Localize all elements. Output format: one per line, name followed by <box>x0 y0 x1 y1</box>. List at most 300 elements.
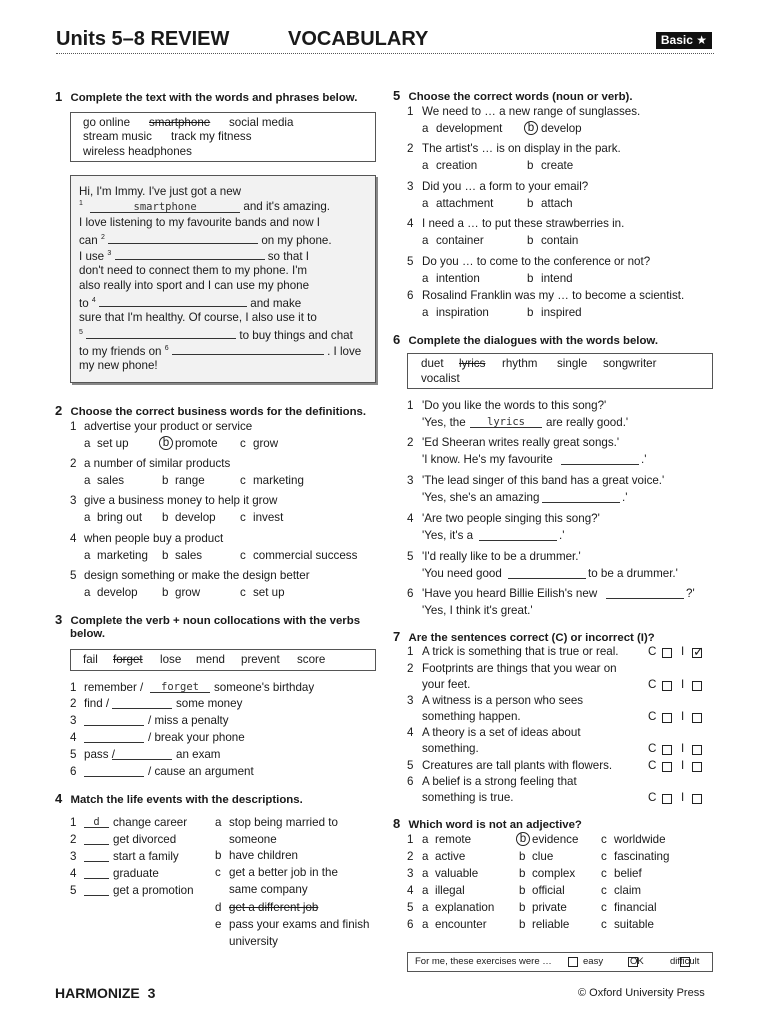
q1-word: smartphone <box>149 116 211 129</box>
q5-option-text[interactable]: inspired <box>541 306 582 319</box>
q8-option-letter[interactable]: b <box>519 884 526 897</box>
q6-word: single <box>557 357 588 370</box>
q4-answer-blank[interactable] <box>84 850 109 862</box>
q2-option-letter[interactable]: b <box>162 474 169 487</box>
q1-line: also really into sport and I can use my phone <box>79 279 310 292</box>
q2-option-letter[interactable]: b <box>162 549 169 562</box>
q8-option-letter[interactable]: b <box>516 832 530 846</box>
footer-brand <box>55 985 155 1001</box>
q5-option-letter[interactable]: a <box>422 159 429 172</box>
q5-option-text[interactable]: intention <box>436 272 480 285</box>
q5-title: Choose the correct words (noun or verb). <box>408 91 633 103</box>
q5-option-letter[interactable]: b <box>527 272 534 285</box>
q8-option-letter[interactable]: c <box>601 850 607 863</box>
q5-item-question: We need to … a new range of sunglasses. <box>422 105 641 118</box>
footer-brand-name: HARMONIZE <box>55 985 140 1001</box>
q3-word: forget <box>113 653 143 666</box>
q6-dialogue-reply: 'Yes, I think it's great.' <box>422 604 533 617</box>
q1-answer-blank[interactable] <box>115 248 265 260</box>
q4-desc-letter: d <box>215 901 222 914</box>
q6-dialogue-reply: 'Yes, it's a <box>422 529 474 542</box>
q2-option-letter[interactable]: b <box>159 436 173 450</box>
q1-answer-blank[interactable] <box>172 343 324 355</box>
q2-option-text[interactable]: develop <box>175 511 216 524</box>
q2-item-number: 2 <box>70 457 77 470</box>
q4-desc-letter: e <box>215 918 222 931</box>
q7-item-number: 3 <box>407 694 414 707</box>
q2-item-question: advertise your product or service <box>84 420 253 433</box>
q8-option-text[interactable]: financial <box>614 901 657 914</box>
q8-option-letter[interactable]: a <box>422 901 429 914</box>
q6-answer-blank[interactable] <box>606 587 684 599</box>
q8-option-text[interactable]: remote <box>435 833 472 846</box>
q1-line: I love listening to my favourite bands and now I <box>79 216 321 229</box>
q4-answer-blank[interactable] <box>84 867 109 879</box>
q7-i-checkbox[interactable] <box>692 648 702 658</box>
q3-word: lose <box>160 653 182 666</box>
q2-option-letter[interactable]: b <box>162 586 169 599</box>
q2-option-letter[interactable]: c <box>240 586 246 599</box>
q1-line: don't need to connect them to my phone. I'm <box>79 264 308 277</box>
q2-option-text[interactable]: sales <box>175 549 203 562</box>
q7-number: 7 <box>393 629 401 644</box>
q8-item-number: 4 <box>407 884 414 897</box>
q3-item-number: 5 <box>70 748 77 761</box>
q3-number: 3 <box>55 612 63 627</box>
q7-i-label: I <box>681 645 685 658</box>
q6-item-number: 3 <box>407 474 414 487</box>
q3-item-suffix: someone's birthday <box>214 681 315 694</box>
q8-option-text[interactable]: valuable <box>435 867 479 880</box>
q4-description-cont: same company <box>229 883 308 896</box>
q4-item-number: 4 <box>70 867 77 880</box>
q5-option-text[interactable]: develop <box>541 122 582 135</box>
q5-option-letter[interactable]: b <box>527 159 534 172</box>
q8-option-text[interactable]: reliable <box>532 918 570 931</box>
q8-option-text[interactable]: explanation <box>435 901 495 914</box>
q1-text-box <box>70 175 376 383</box>
q6-item-number: 4 <box>407 512 414 525</box>
q5-option-letter[interactable]: a <box>422 197 429 210</box>
q3-item-number: 2 <box>70 697 77 710</box>
q2-item-number: 5 <box>70 569 77 582</box>
q2-item-question: when people buy a product <box>84 532 224 545</box>
q8-option-letter[interactable]: c <box>601 833 607 846</box>
q8-option-letter[interactable]: a <box>422 867 429 880</box>
q6-dialogue-line: 'Ed Sheeran writes really great songs.' <box>422 436 620 449</box>
q5-option-text[interactable]: development <box>436 122 503 135</box>
q8-option-text[interactable]: active <box>435 850 466 863</box>
q1-line: Hi, I'm Immy. I've just got a new <box>79 185 242 198</box>
q7-i-checkbox[interactable] <box>692 713 702 723</box>
q1-word: track my fitness <box>171 130 252 143</box>
q3-item-number: 1 <box>70 681 77 694</box>
q4-title: Match the life events with the descriptions. <box>70 794 303 806</box>
q8-option-letter[interactable]: a <box>422 884 429 897</box>
q5-option-letter[interactable]: b <box>527 306 534 319</box>
q8-option-text[interactable]: complex <box>532 867 576 880</box>
q1-line: to my friends on $^6$ . I love <box>79 345 362 358</box>
q1-answer-blank[interactable]: smartphone <box>90 201 240 213</box>
q4-item-number: 5 <box>70 884 77 897</box>
q2-option-text[interactable]: bring out <box>97 511 143 524</box>
q7-i-label: I <box>681 678 685 691</box>
q6-answer-blank[interactable]: lyrics <box>470 416 542 428</box>
feedback-ok-label: OK <box>630 956 644 967</box>
q2-option-letter[interactable]: c <box>240 437 246 450</box>
q6-word: lyrics <box>459 357 486 370</box>
q8-option-text[interactable]: worldwide <box>614 833 666 846</box>
q5-item-number: 3 <box>407 180 414 193</box>
q6-word: rhythm <box>502 357 538 370</box>
q8-option-text[interactable]: illegal <box>435 884 465 897</box>
q4-description: pass your exams and finish <box>229 918 370 931</box>
header <box>56 28 714 54</box>
q7-c-checkbox[interactable] <box>662 745 672 755</box>
q5-option-letter[interactable]: a <box>422 234 429 247</box>
q2-option-letter[interactable]: a <box>84 586 91 599</box>
q6-dialogue-reply-end: .' <box>622 491 628 504</box>
q4-answer-blank[interactable] <box>84 833 109 845</box>
q7-item-number: 2 <box>407 662 414 675</box>
q2-option-text[interactable]: set up <box>97 437 129 450</box>
q6-answer-blank[interactable] <box>542 491 620 503</box>
q8-item-number: 5 <box>407 901 414 914</box>
q3-item-number: 6 <box>70 765 77 778</box>
q3-word: score <box>297 653 326 666</box>
q2-option-letter[interactable]: a <box>84 437 91 450</box>
q1-word: stream music <box>83 130 152 143</box>
q8-option-text[interactable]: official <box>532 884 565 897</box>
feedback-difficult-label: difficult <box>670 956 700 967</box>
q2-option-text[interactable]: promote <box>175 437 218 450</box>
q5-heading <box>393 88 633 103</box>
q4-answer-blank[interactable]: d <box>84 816 109 828</box>
q7-c-checkbox[interactable] <box>662 794 672 804</box>
q1-word-box <box>70 112 376 162</box>
q1-number: 1 <box>55 89 63 104</box>
q3-answer-blank[interactable] <box>84 731 144 743</box>
q6-dialogue-reply-end: to be a drummer.' <box>588 567 678 580</box>
level-badge-label: Basic <box>660 33 693 47</box>
q6-dialogue-reply: 'Yes, the <box>422 416 466 429</box>
q5-option-letter[interactable]: b <box>527 234 534 247</box>
q3-word: prevent <box>241 653 280 666</box>
q4-description: stop being married to <box>229 816 338 829</box>
q8-item-number: 1 <box>407 833 414 846</box>
q6-item-number: 2 <box>407 436 414 449</box>
q5-number: 5 <box>393 88 401 103</box>
feedback-easy-label: easy <box>583 956 604 967</box>
q8-option-text[interactable]: private <box>532 901 567 914</box>
q8-option-letter[interactable]: b <box>519 867 526 880</box>
q3-item-suffix: / break your phone <box>148 731 245 744</box>
q7-i-checkbox[interactable] <box>692 745 702 755</box>
q8-option-letter[interactable]: c <box>601 918 607 931</box>
q1-heading <box>55 89 357 104</box>
q3-word: fail <box>83 653 98 666</box>
q2-option-letter[interactable]: c <box>240 549 246 562</box>
q6-dialogue-line: 'The lead singer of this band has a great voice.' <box>422 474 665 487</box>
q2-item-question: a number of similar products <box>84 457 231 470</box>
q1-line: $^5$ to buy things and chat <box>79 329 353 342</box>
q7-sentence-cont: something is true. <box>422 791 514 804</box>
q6-dialogue-line: 'Have you heard Billie Eilish's new <box>422 587 598 600</box>
q7-sentence: A theory is a set of ideas about <box>422 726 581 739</box>
q6-dialogue-reply: 'I know. He's my favourite <box>422 453 553 466</box>
footer-publisher: © Oxford University Press <box>578 987 705 999</box>
q2-option-letter[interactable]: a <box>84 474 91 487</box>
q2-option-text[interactable]: commercial success <box>253 549 358 562</box>
q6-heading <box>393 332 658 347</box>
q4-item-number: 1 <box>70 816 77 829</box>
q7-sentence: A witness is a person who sees <box>422 694 584 707</box>
q3-item-suffix: an exam <box>176 748 221 761</box>
q4-answer-blank[interactable] <box>84 884 109 896</box>
q7-heading <box>393 629 655 644</box>
level-badge <box>656 32 712 49</box>
q7-i-checkbox[interactable] <box>692 681 702 691</box>
q5-option-text[interactable]: create <box>541 159 574 172</box>
q2-option-letter[interactable]: c <box>240 474 246 487</box>
q3-item-suffix: some money <box>176 697 243 710</box>
q6-dialogue-line: 'I'd really like to be a drummer.' <box>422 550 581 563</box>
q1-line: can $^2$ on my phone. <box>79 234 332 247</box>
q3-item-number: 3 <box>70 714 77 727</box>
q3-answer-blank[interactable]: forget <box>150 681 210 693</box>
q3-item-prefix: pass / <box>84 748 115 761</box>
q6-title: Complete the dialogues with the words below. <box>408 335 659 347</box>
feedback-prompt: For me, these exercises were … <box>415 956 552 967</box>
q7-i-label: I <box>681 710 685 723</box>
q4-description-cont: university <box>229 935 278 948</box>
q8-item-number: 2 <box>407 850 414 863</box>
q2-number: 2 <box>55 403 63 418</box>
q5-item-number: 4 <box>407 217 414 230</box>
q7-sentence: Creatures are tall plants with flowers. <box>422 759 613 772</box>
q8-option-text[interactable]: belief <box>614 867 642 880</box>
q8-option-text[interactable]: encounter <box>435 918 487 931</box>
q7-c-checkbox[interactable] <box>662 762 672 772</box>
q5-option-text[interactable]: attach <box>541 197 573 210</box>
q2-heading <box>55 403 366 418</box>
q6-dialogue-reply-end: .' <box>559 529 565 542</box>
q8-option-text[interactable]: claim <box>614 884 642 897</box>
q1-answer-blank[interactable] <box>108 232 258 244</box>
footer-level: 3 <box>147 985 156 1001</box>
q1-line: I use $^3$ so that I <box>79 250 309 263</box>
q7-c-label: C <box>648 710 657 723</box>
q7-sentence: Footprints are things that you wear on <box>422 662 617 675</box>
q3-answer-blank[interactable] <box>84 765 144 777</box>
q5-option-text[interactable]: intend <box>541 272 573 285</box>
q8-option-letter[interactable]: b <box>519 918 526 931</box>
q5-option-letter[interactable]: b <box>527 197 534 210</box>
q7-c-checkbox[interactable] <box>662 713 672 723</box>
q8-option-letter[interactable]: c <box>601 867 607 880</box>
q1-line: sure that I'm healthy. Of course, I also use it to <box>79 311 317 324</box>
q7-i-checkbox[interactable] <box>692 762 702 772</box>
q8-option-letter[interactable]: b <box>519 850 526 863</box>
q8-option-letter[interactable]: a <box>422 833 429 846</box>
q8-number: 8 <box>393 816 401 831</box>
q5-item-question: Did you … a form to your email? <box>422 180 589 193</box>
q6-answer-blank[interactable] <box>561 453 639 465</box>
q7-item-number: 4 <box>407 726 414 739</box>
units-title: Units 5–8 REVIEW <box>56 28 230 50</box>
q7-sentence: A trick is something that is true or real. <box>422 645 619 658</box>
q1-line: to $^4$ and make <box>79 297 302 310</box>
q6-dialogue-line: 'Do you like the words to this song?' <box>422 399 607 412</box>
q2-item-number: 4 <box>70 532 77 545</box>
q7-sentence: A belief is a strong feeling that <box>422 775 577 788</box>
q4-event: graduate <box>113 867 159 880</box>
q6-answer-blank[interactable] <box>479 529 557 541</box>
q6-dialogue-reply: 'You need good <box>422 567 502 580</box>
q5-option-text[interactable]: creation <box>436 159 478 172</box>
q4-heading <box>55 791 303 806</box>
q8-option-text[interactable]: evidence <box>532 833 579 846</box>
q2-option-text[interactable]: develop <box>97 586 138 599</box>
star-icon: ★ <box>696 33 707 47</box>
q6-dialogue-line-end: ?' <box>686 587 695 600</box>
q5-option-text[interactable]: inspiration <box>436 306 489 319</box>
q3-item-prefix: find / <box>84 697 110 710</box>
q7-c-checkbox[interactable] <box>662 648 672 658</box>
q7-c-label: C <box>648 742 657 755</box>
q8-item-number: 6 <box>407 918 414 931</box>
q2-option-text[interactable]: set up <box>253 586 285 599</box>
q5-option-text[interactable]: contain <box>541 234 579 247</box>
q7-title: Are the sentences correct (C) or incorrect (I)? <box>408 632 655 644</box>
q3-item-suffix: / miss a penalty <box>148 714 229 727</box>
q7-item-number: 5 <box>407 759 414 772</box>
q2-option-letter[interactable]: c <box>240 511 246 524</box>
q5-item-question: I need a … to put these strawberries in. <box>422 217 625 230</box>
q7-c-label: C <box>648 759 657 772</box>
q1-line: $^1$ smartphone and it's amazing. <box>79 200 331 213</box>
q7-c-label: C <box>648 791 657 804</box>
q1-word: wireless headphones <box>83 145 192 158</box>
q4-desc-letter: a <box>215 816 222 829</box>
q5-item-number: 5 <box>407 255 414 268</box>
q6-dialogue-reply: 'Yes, she's an amazing <box>422 491 540 504</box>
q8-option-letter[interactable]: b <box>519 901 526 914</box>
q7-i-label: I <box>681 791 685 804</box>
q6-word: songwriter <box>603 357 657 370</box>
q2-option-letter[interactable]: b <box>162 511 169 524</box>
q7-c-label: C <box>648 678 657 691</box>
q2-title: Choose the correct business words for the definitions. <box>70 406 367 418</box>
q3-answer-blank[interactable] <box>112 697 172 709</box>
q5-option-letter[interactable]: a <box>422 122 429 135</box>
q3-item-prefix: remember / <box>84 681 144 694</box>
feedback-box <box>407 952 713 972</box>
q2-option-text[interactable]: invest <box>253 511 284 524</box>
q4-item-number: 3 <box>70 850 77 863</box>
q4-description: get a different job <box>229 901 319 914</box>
q7-c-label: C <box>648 645 657 658</box>
q5-option-letter[interactable]: a <box>422 306 429 319</box>
q6-dialogue-reply-end: .' <box>641 453 647 466</box>
q4-event: start a family <box>113 850 179 863</box>
q6-item-number: 1 <box>407 399 414 412</box>
q4-description: have children <box>229 849 298 862</box>
q7-item-number: 1 <box>407 645 414 658</box>
q8-option-letter[interactable]: a <box>422 918 429 931</box>
q5-option-text[interactable]: attachment <box>436 197 494 210</box>
q5-item-number: 6 <box>407 289 414 302</box>
q2-option-letter[interactable]: a <box>84 511 91 524</box>
q2-item-question: design something or make the design better <box>84 569 310 582</box>
q1-line: my new phone! <box>79 359 158 372</box>
q8-heading <box>393 816 582 831</box>
q6-dialogue-reply-end: are really good.' <box>546 416 629 429</box>
q2-option-text[interactable]: marketing <box>97 549 148 562</box>
q5-option-letter[interactable]: b <box>524 121 538 135</box>
q1-word: social media <box>229 116 294 129</box>
q4-number: 4 <box>55 791 63 806</box>
q2-option-text[interactable]: sales <box>97 474 125 487</box>
q5-option-text[interactable]: container <box>436 234 484 247</box>
q3-item-number: 4 <box>70 731 77 744</box>
q8-option-text[interactable]: fascinating <box>614 850 670 863</box>
q6-dialogue-line: 'Are two people singing this song?' <box>422 512 600 525</box>
q7-item-number: 6 <box>407 775 414 788</box>
q1-word: go online <box>83 116 131 129</box>
q4-description-cont: someone <box>229 833 277 846</box>
q3-word: mend <box>196 653 226 666</box>
q8-option-text[interactable]: suitable <box>614 918 654 931</box>
feedback-easy-checkbox[interactable] <box>568 957 578 967</box>
q3-title: Complete the verb + noun collocations with the verbs <box>70 615 361 627</box>
q6-answer-blank[interactable] <box>508 567 586 579</box>
q8-option-letter[interactable]: c <box>601 884 607 897</box>
q6-item-number: 6 <box>407 587 414 600</box>
q1-answer-blank[interactable] <box>86 327 236 339</box>
q8-option-text[interactable]: clue <box>532 850 554 863</box>
q2-option-text[interactable]: marketing <box>253 474 304 487</box>
q2-option-letter[interactable]: a <box>84 549 91 562</box>
q2-option-text[interactable]: grow <box>175 586 201 599</box>
q8-option-letter[interactable]: a <box>422 850 429 863</box>
q7-sentence-cont: something happen. <box>422 710 521 723</box>
q2-option-text[interactable]: range <box>175 474 205 487</box>
q3-title-cont: below. <box>70 628 106 640</box>
q1-answer-blank[interactable] <box>99 295 247 307</box>
q6-item-number: 5 <box>407 550 414 563</box>
q7-i-checkbox[interactable] <box>692 794 702 804</box>
q3-answer-blank[interactable] <box>112 748 172 760</box>
q2-item-question: give a business money to help it grow <box>84 494 278 507</box>
q5-item-number: 2 <box>407 142 414 155</box>
q7-sentence-cont: your feet. <box>422 678 471 691</box>
q5-option-letter[interactable]: a <box>422 272 429 285</box>
q3-answer-blank[interactable] <box>84 714 144 726</box>
q8-option-letter[interactable]: c <box>601 901 607 914</box>
q7-i-label: I <box>681 759 685 772</box>
q5-item-number: 1 <box>407 105 414 118</box>
q5-item-question: Rosalind Franklin was my … to become a scientist. <box>422 289 685 302</box>
q2-item-number: 1 <box>70 420 77 433</box>
q3-item-suffix: / cause an argument <box>148 765 254 778</box>
q3-heading <box>55 612 360 627</box>
q7-c-checkbox[interactable] <box>662 681 672 691</box>
q5-item-question: The artist's … is on display in the park. <box>422 142 621 155</box>
q2-option-text[interactable]: grow <box>253 437 279 450</box>
q4-description: get a better job in the <box>229 866 338 879</box>
q2-item-number: 3 <box>70 494 77 507</box>
